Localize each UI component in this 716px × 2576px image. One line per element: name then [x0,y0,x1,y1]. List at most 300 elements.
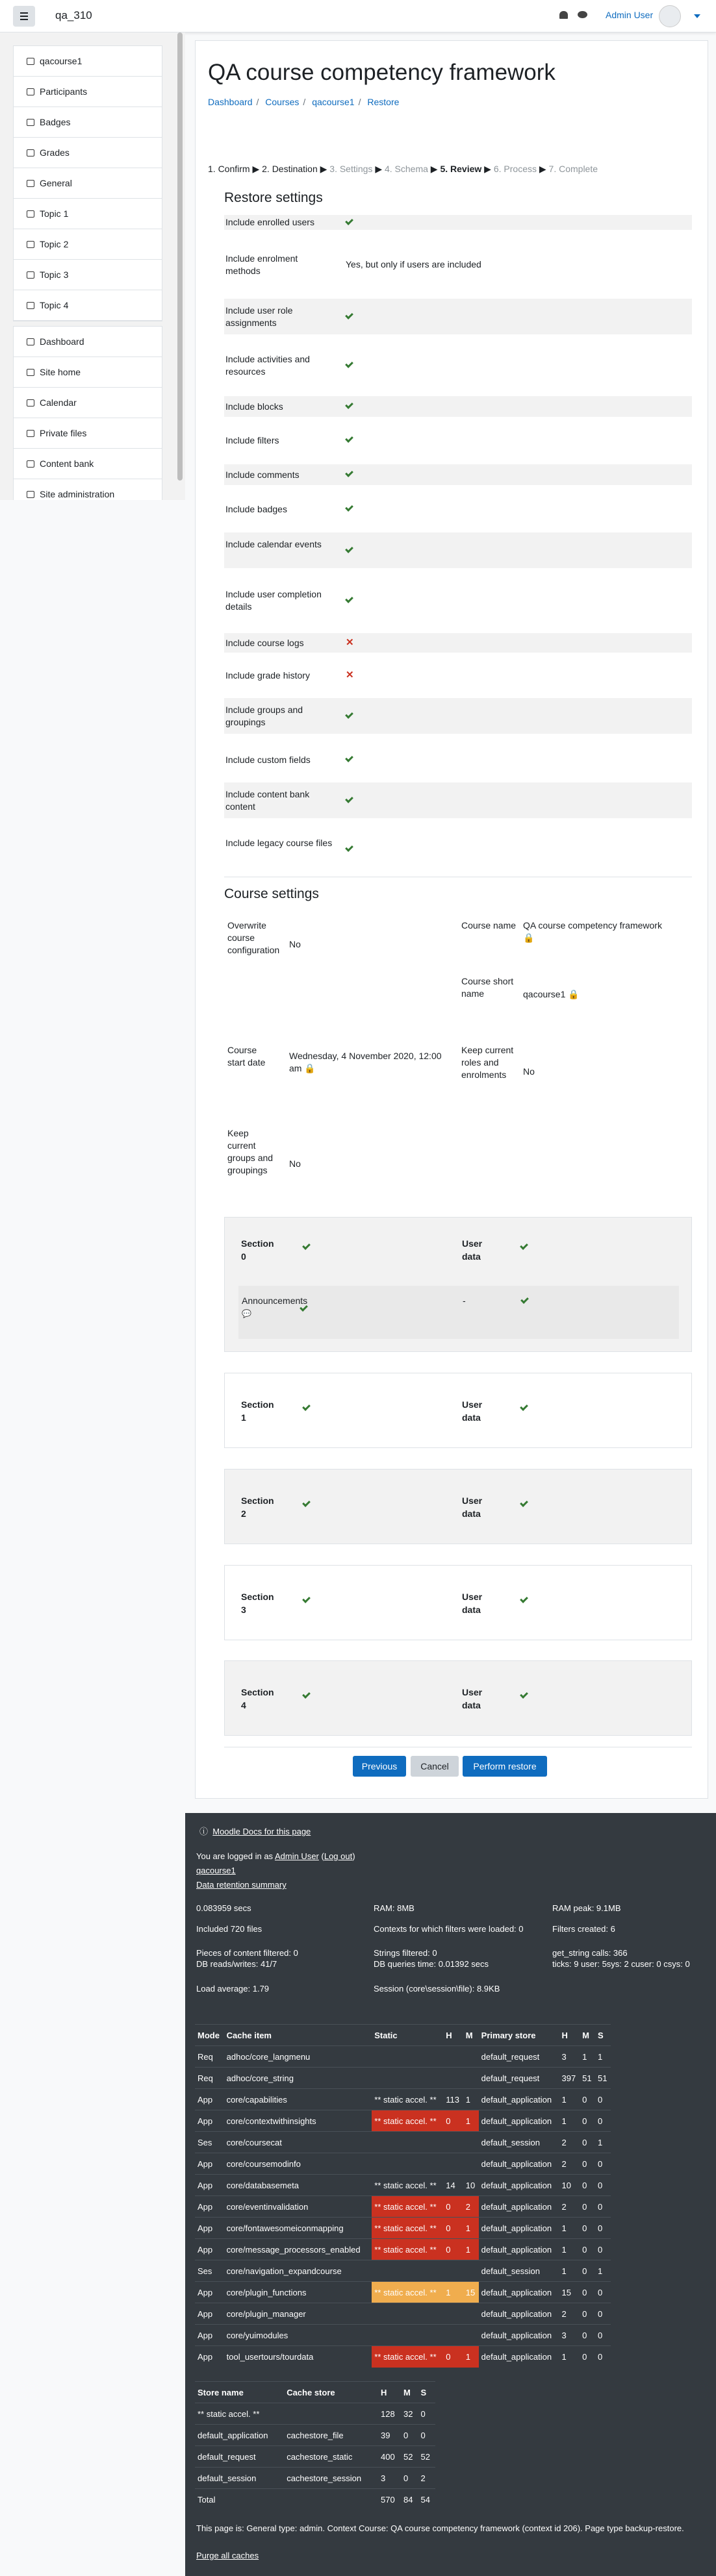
table-cell: core/plugin_manager [224,2303,372,2325]
check-icon [345,401,353,409]
sidebar-item-topic-3[interactable] [14,260,162,290]
table-cell: core/navigation_expandcourse [224,2260,372,2282]
table-cell: App [195,2346,224,2368]
start-date-label: Course start date [227,1045,266,1068]
table-cell [372,2132,443,2153]
table-cell: 1 [595,2046,611,2068]
table-cell: default_request [479,2046,559,2068]
table-cell: 0 [595,2089,611,2110]
table-cell: 0 [580,2153,595,2175]
stepper-step: 6. Process [493,164,537,174]
table-cell: 0 [418,2403,435,2425]
table-cell: ** static accel. ** [372,2089,443,2110]
table-cell: 0 [595,2218,611,2239]
table-cell: core/coursecat [224,2132,372,2153]
restore-settings-heading: Restore settings [224,190,323,205]
section-label: Section 2 [241,1495,274,1519]
table-cell: 0 [595,2110,611,2132]
dashboard-icon [27,338,34,345]
activity-userdata-dash: - [463,1295,466,1306]
table-cell [443,2132,463,2153]
table-cell: App [195,2089,224,2110]
restore-setting-row [224,750,692,769]
table-cell [372,2303,443,2325]
purge-caches-link[interactable]: Purge all caches [196,2551,259,2560]
check-icon [302,1499,311,1507]
stepper-step: 2. Destination [262,164,318,174]
table-cell: 10 [463,2175,479,2196]
table-cell: 0 [580,2089,595,2110]
table-row [195,2089,611,2110]
column-header: Cache store [284,2382,378,2403]
sidebar-item-label: Site administration [40,489,115,499]
data-retention-link[interactable]: Data retention summary [196,1880,287,1890]
activity-row-announcements [238,1286,679,1339]
sidebar-item-calendar[interactable] [14,388,162,418]
lock-icon: 🔒 [304,1063,316,1073]
table-cell: 2 [559,2303,580,2325]
previous-button[interactable]: Previous [353,1756,406,1777]
stepper-step: 1. Confirm [208,164,250,174]
table-cell: 0 [580,2218,595,2239]
table-row [195,2068,611,2089]
info-icon: ⓘ [199,1827,209,1836]
table-cell: default_session [479,2132,559,2153]
section-box [224,1373,692,1448]
restore-setting-row [224,499,692,519]
setting-label: Include user role assignments [225,305,293,328]
table-cell: core/message_processors_enabled [224,2239,372,2260]
section-box [224,1565,692,1640]
table-cell: default_application [479,2175,559,2196]
perf-info: DB queries time: 0.01392 secs [374,1959,489,1969]
stepper-step: 7. Complete [548,164,598,174]
table-cell: adhoc/core_string [224,2068,372,2089]
table-cell: 1 [559,2218,580,2239]
table-cell: 0 [580,2260,595,2282]
table-cell: 0 [443,2218,463,2239]
user-data-label: User data [462,1592,483,1615]
setting-value: Yes, but only if users are included [346,258,481,269]
table-cell: 2 [559,2196,580,2218]
step-arrow-icon: ▶ [428,164,441,174]
check-icon [520,1595,528,1603]
store-table-header [195,2382,435,2403]
table-row [195,2346,611,2368]
table-cell [463,2153,479,2175]
table-cell: core/contextwithinsights [224,2110,372,2132]
perf-info: Filters created: 6 [552,1924,615,1934]
perf-info: Session (core\session\file): 8.9KB [374,1984,500,1994]
user-data-label: User data [462,1687,483,1710]
check-icon [345,469,353,477]
cross-icon: ✕ [346,669,354,681]
column-header: H [378,2382,401,2403]
column-header: Cache item [224,2025,372,2046]
table-cell: 0 [580,2196,595,2218]
section-box [224,1217,692,1352]
overwrite-value: No [289,939,301,949]
column-header: S [418,2382,435,2403]
table-cell: 52 [401,2446,418,2468]
sidebar-item-label: Topic 2 [40,239,69,249]
sidebar-item-label: Site home [40,367,81,377]
perf-info: RAM peak: 9.1MB [552,1903,621,1913]
table-cell: core/eventinvalidation [224,2196,372,2218]
table-cell: 1 [463,2346,479,2368]
login-info: You are logged in as Admin User (Log out) [196,1851,355,1861]
table-cell [463,2303,479,2325]
table-cell: App [195,2196,224,2218]
table-cell: 1 [559,2346,580,2368]
restore-setting-row [224,299,692,334]
table-cell: 397 [559,2068,580,2089]
restore-setting-row [224,831,692,867]
users-icon [27,88,34,95]
setting-label: Include custom fields [225,754,311,765]
table-cell [284,2489,378,2510]
chevron-down-icon[interactable] [694,14,700,21]
table-row [195,2239,611,2260]
setting-label: Include course logs [225,637,304,648]
table-cell: 32 [401,2403,418,2425]
check-icon [345,311,353,319]
table-cell: 0 [580,2175,595,2196]
table-row [195,2425,435,2446]
sidebar-item-label: qacourse1 [40,56,83,66]
table-row [195,2175,611,2196]
table-row [195,2218,611,2239]
folder-icon [27,271,34,279]
column-header: Static [372,2025,443,2046]
course-nav-group [13,45,162,321]
table-cell: 0 [443,2346,463,2368]
table-cell [443,2046,463,2068]
sidebar-item-topic-2[interactable] [14,229,162,260]
table-cell: default_application [479,2303,559,2325]
column-header: S [595,2025,611,2046]
sidebar-item-label: Topic 4 [40,300,69,310]
table-cell: App [195,2239,224,2260]
check-icon [302,1403,311,1411]
column-header: H [443,2025,463,2046]
table-cell: 570 [378,2489,401,2510]
file-icon [27,430,34,437]
table-row [195,2303,611,2325]
table-cell: default_application [479,2346,559,2368]
setting-label: Include user completion details [225,588,322,612]
step-arrow-icon: ▶ [372,164,385,174]
table-row [195,2132,611,2153]
table-cell: cachestore_session [284,2468,378,2489]
table-row [195,2489,435,2510]
breadcrumb-item[interactable]: Dashboard [208,97,253,107]
table-cell [463,2046,479,2068]
column-header: Mode [195,2025,224,2046]
keep-groups-value: No [289,1158,301,1169]
table-row [195,2260,611,2282]
table-cell: 1 [463,2239,479,2260]
wrench-icon [27,491,34,498]
short-name-label: Course short name [461,976,514,999]
table-row [195,2110,611,2132]
setting-label: Include blocks [225,401,283,412]
logout-link[interactable]: Log out [324,1851,353,1861]
perf-info: Included 720 files [196,1924,262,1934]
table-cell: cachestore_static [284,2446,378,2468]
check-icon [345,754,353,762]
keep-roles-value: No [523,1066,535,1077]
table-cell: tool_usertours/tourdata [224,2346,372,2368]
sidebar-item-private-files[interactable] [14,418,162,449]
table-cell: default_session [195,2468,284,2489]
table-cell: core/plugin_functions [224,2282,372,2303]
sidebar-item-qacourse1[interactable] [14,46,162,77]
table-cell: 52 [418,2446,435,2468]
breadcrumb-item[interactable]: Courses [265,97,300,107]
sidebar-item-badges[interactable] [14,107,162,138]
check-icon [345,595,353,603]
table-cell: 400 [378,2446,401,2468]
docs-link[interactable]: ⓘ Moodle Docs for this page [199,1827,311,1836]
table-cell: core/capabilities [224,2089,372,2110]
table-row [195,2446,435,2468]
table-cell [284,2403,378,2425]
table-cell [463,2325,479,2346]
setting-label: Include groups and groupings [225,704,303,727]
table-cell: 51 [595,2068,611,2089]
check-icon [302,1690,311,1699]
cache-usage-table [195,2024,611,2368]
folder-icon [27,302,34,309]
sidebar-item-label: Calendar [40,397,77,408]
check-icon [520,1242,528,1250]
check-icon [520,1295,529,1304]
table-cell: ** static accel. ** [372,2218,443,2239]
section-box [224,1660,692,1736]
course-link[interactable]: qacourse1 [196,1866,236,1875]
nav-drawer [0,32,185,500]
user-menu-name[interactable]: Admin User [606,10,654,20]
check-icon [345,360,353,368]
table-cell: 2 [463,2196,479,2218]
table-cell: Ses [195,2260,224,2282]
user-profile-link[interactable]: Admin User [274,1851,319,1861]
setting-label: Include badges [225,503,287,514]
menu-toggle-button[interactable] [13,6,35,27]
table-cell: 0 [443,2196,463,2218]
table-cell: cachestore_file [284,2425,378,2446]
table-cell: core/fontawesomeiconmapping [224,2218,372,2239]
user-data-label: User data [462,1399,483,1423]
sidebar-item-grades[interactable] [14,138,162,168]
table-row [195,2325,611,2346]
table-cell: default_application [479,2153,559,2175]
table-cell: default_application [479,2282,559,2303]
table-cell: ** static accel. ** [372,2110,443,2132]
table-cell [443,2153,463,2175]
table-cell: 128 [378,2403,401,2425]
check-icon [345,795,353,803]
table-cell: 3 [559,2046,580,2068]
table-cell [443,2068,463,2089]
drawer-scrollbar[interactable] [177,32,183,481]
user-data-label: User data [462,1495,483,1519]
table-cell [372,2046,443,2068]
column-header: M [463,2025,479,2046]
table-cell: 1 [443,2282,463,2303]
table-cell [443,2325,463,2346]
table-cell: core/coursemodinfo [224,2153,372,2175]
table-cell: 2 [418,2468,435,2489]
step-arrow-icon: ▶ [481,164,494,174]
table-cell: 0 [580,2132,595,2153]
section-box [224,1469,692,1544]
restore-setting-row [224,464,692,485]
cache-store-table [195,2381,435,2510]
setting-label: Include calendar events [225,538,322,549]
table-cell: App [195,2175,224,2196]
table-cell: ** static accel. ** [372,2175,443,2196]
sidebar-item-label: General [40,178,72,188]
sidebar-item-label: Content bank [40,458,94,469]
perf-info: Pieces of content filtered: 0 [196,1948,298,1958]
column-header: H [559,2025,580,2046]
table-cell: 0 [595,2175,611,2196]
check-icon [345,217,353,225]
table-cell: default_application [195,2425,284,2446]
table-cell [443,2260,463,2282]
table-cell: ** static accel. ** [372,2196,443,2218]
cancel-button[interactable]: Cancel [411,1756,459,1777]
setting-label: Include activities and resources [225,353,310,377]
setting-label: Include enrolled users [225,217,314,227]
chat-icon[interactable] [578,11,587,18]
table-cell: 1 [580,2046,595,2068]
restore-setting-row [224,633,692,653]
table-cell: default_request [479,2068,559,2089]
table-cell: 0 [595,2325,611,2346]
sidebar-item-topic-4[interactable] [14,290,162,321]
table-cell: default_request [195,2446,284,2468]
sidebar-item-label: Private files [40,428,87,438]
setting-label: Include grade history [225,669,310,681]
table-cell: 84 [401,2489,418,2510]
table-cell: App [195,2153,224,2175]
table-cell: Req [195,2068,224,2089]
sidebar-item-content-bank[interactable] [14,449,162,479]
table-cell: 1 [595,2260,611,2282]
check-icon [302,1595,311,1603]
sidebar-item-dashboard[interactable] [14,327,162,357]
perform-restore-button[interactable]: Perform restore [463,1756,547,1777]
table-cell: default_application [479,2089,559,2110]
table-cell: adhoc/core_langmenu [224,2046,372,2068]
table-cell: 2 [559,2132,580,2153]
table-cell: 54 [418,2489,435,2510]
paintbrush-icon [27,460,34,468]
shield-icon [27,119,34,126]
restore-setting-row [224,698,692,734]
setting-label: Include legacy course files [225,837,333,848]
check-icon [345,434,353,443]
check-icon [520,1690,528,1699]
table-cell [463,2132,479,2153]
table-cell: App [195,2282,224,2303]
table-row [195,2282,611,2303]
step-arrow-icon: ▶ [317,164,330,174]
breadcrumb-item[interactable]: Restore [367,97,400,107]
table-cell: 0 [580,2110,595,2132]
table-cell: 0 [595,2153,611,2175]
table-cell: 0 [401,2468,418,2489]
table-cell: Total [195,2489,284,2510]
perf-info: DB reads/writes: 41/7 [196,1959,277,1969]
table-cell: 3 [559,2325,580,2346]
cross-icon: ✕ [346,637,354,648]
bell-icon[interactable] [559,11,568,19]
table-cell: App [195,2303,224,2325]
table-cell: App [195,2325,224,2346]
table-cell: 39 [378,2425,401,2446]
breadcrumb-item[interactable]: qacourse1 [312,97,355,107]
sidebar-item-site-home[interactable] [14,357,162,388]
perf-info: ticks: 9 user: 5sys: 2 cuser: 0 csys: 0 [552,1959,690,1969]
sidebar-item-topic-1[interactable] [14,199,162,229]
table-cell: 0 [580,2346,595,2368]
restore-setting-row [224,430,692,451]
cache-table-header [195,2025,611,2046]
table-cell [463,2260,479,2282]
table-cell: 1 [559,2089,580,2110]
restore-stepper [208,164,598,175]
table-cell: 0 [418,2425,435,2446]
column-header: M [580,2025,595,2046]
restore-setting-row [224,532,692,568]
table-cell [372,2325,443,2346]
perf-info: Contexts for which filters were loaded: 0 [374,1924,524,1934]
restore-setting-row [224,666,692,685]
table-cell: 51 [580,2068,595,2089]
sidebar-item-site-administration[interactable] [14,479,162,500]
site-name-link[interactable]: qa_310 [55,9,92,21]
avatar[interactable] [659,5,681,27]
restore-setting-row [224,582,692,618]
check-icon [520,1499,528,1507]
restore-setting-row [224,396,692,417]
activity-label: Announcements [242,1295,308,1306]
course-name-value: QA course competency framework 🔒 [523,920,662,943]
keep-roles-label: Keep current roles and enrolments [461,1045,514,1080]
table-cell: 0 [580,2282,595,2303]
table-cell: 1 [595,2132,611,2153]
sidebar-item-general[interactable] [14,168,162,199]
lock-icon: 🔒 [523,932,535,943]
overwrite-label: Overwrite course configuration [227,920,280,955]
sidebar-item-label: Dashboard [40,336,84,347]
setting-label: Include enrolment methods [225,253,298,276]
step-arrow-icon: ▶ [249,164,262,174]
course-name-label: Course name [461,920,517,931]
sidebar-item-label: Topic 3 [40,269,69,280]
table-row [195,2403,435,2425]
table-cell: default_application [479,2239,559,2260]
check-icon [345,710,353,719]
sidebar-item-participants[interactable] [14,77,162,107]
table-cell: 10 [559,2175,580,2196]
table-cell: 1 [463,2089,479,2110]
table-cell: 0 [595,2196,611,2218]
